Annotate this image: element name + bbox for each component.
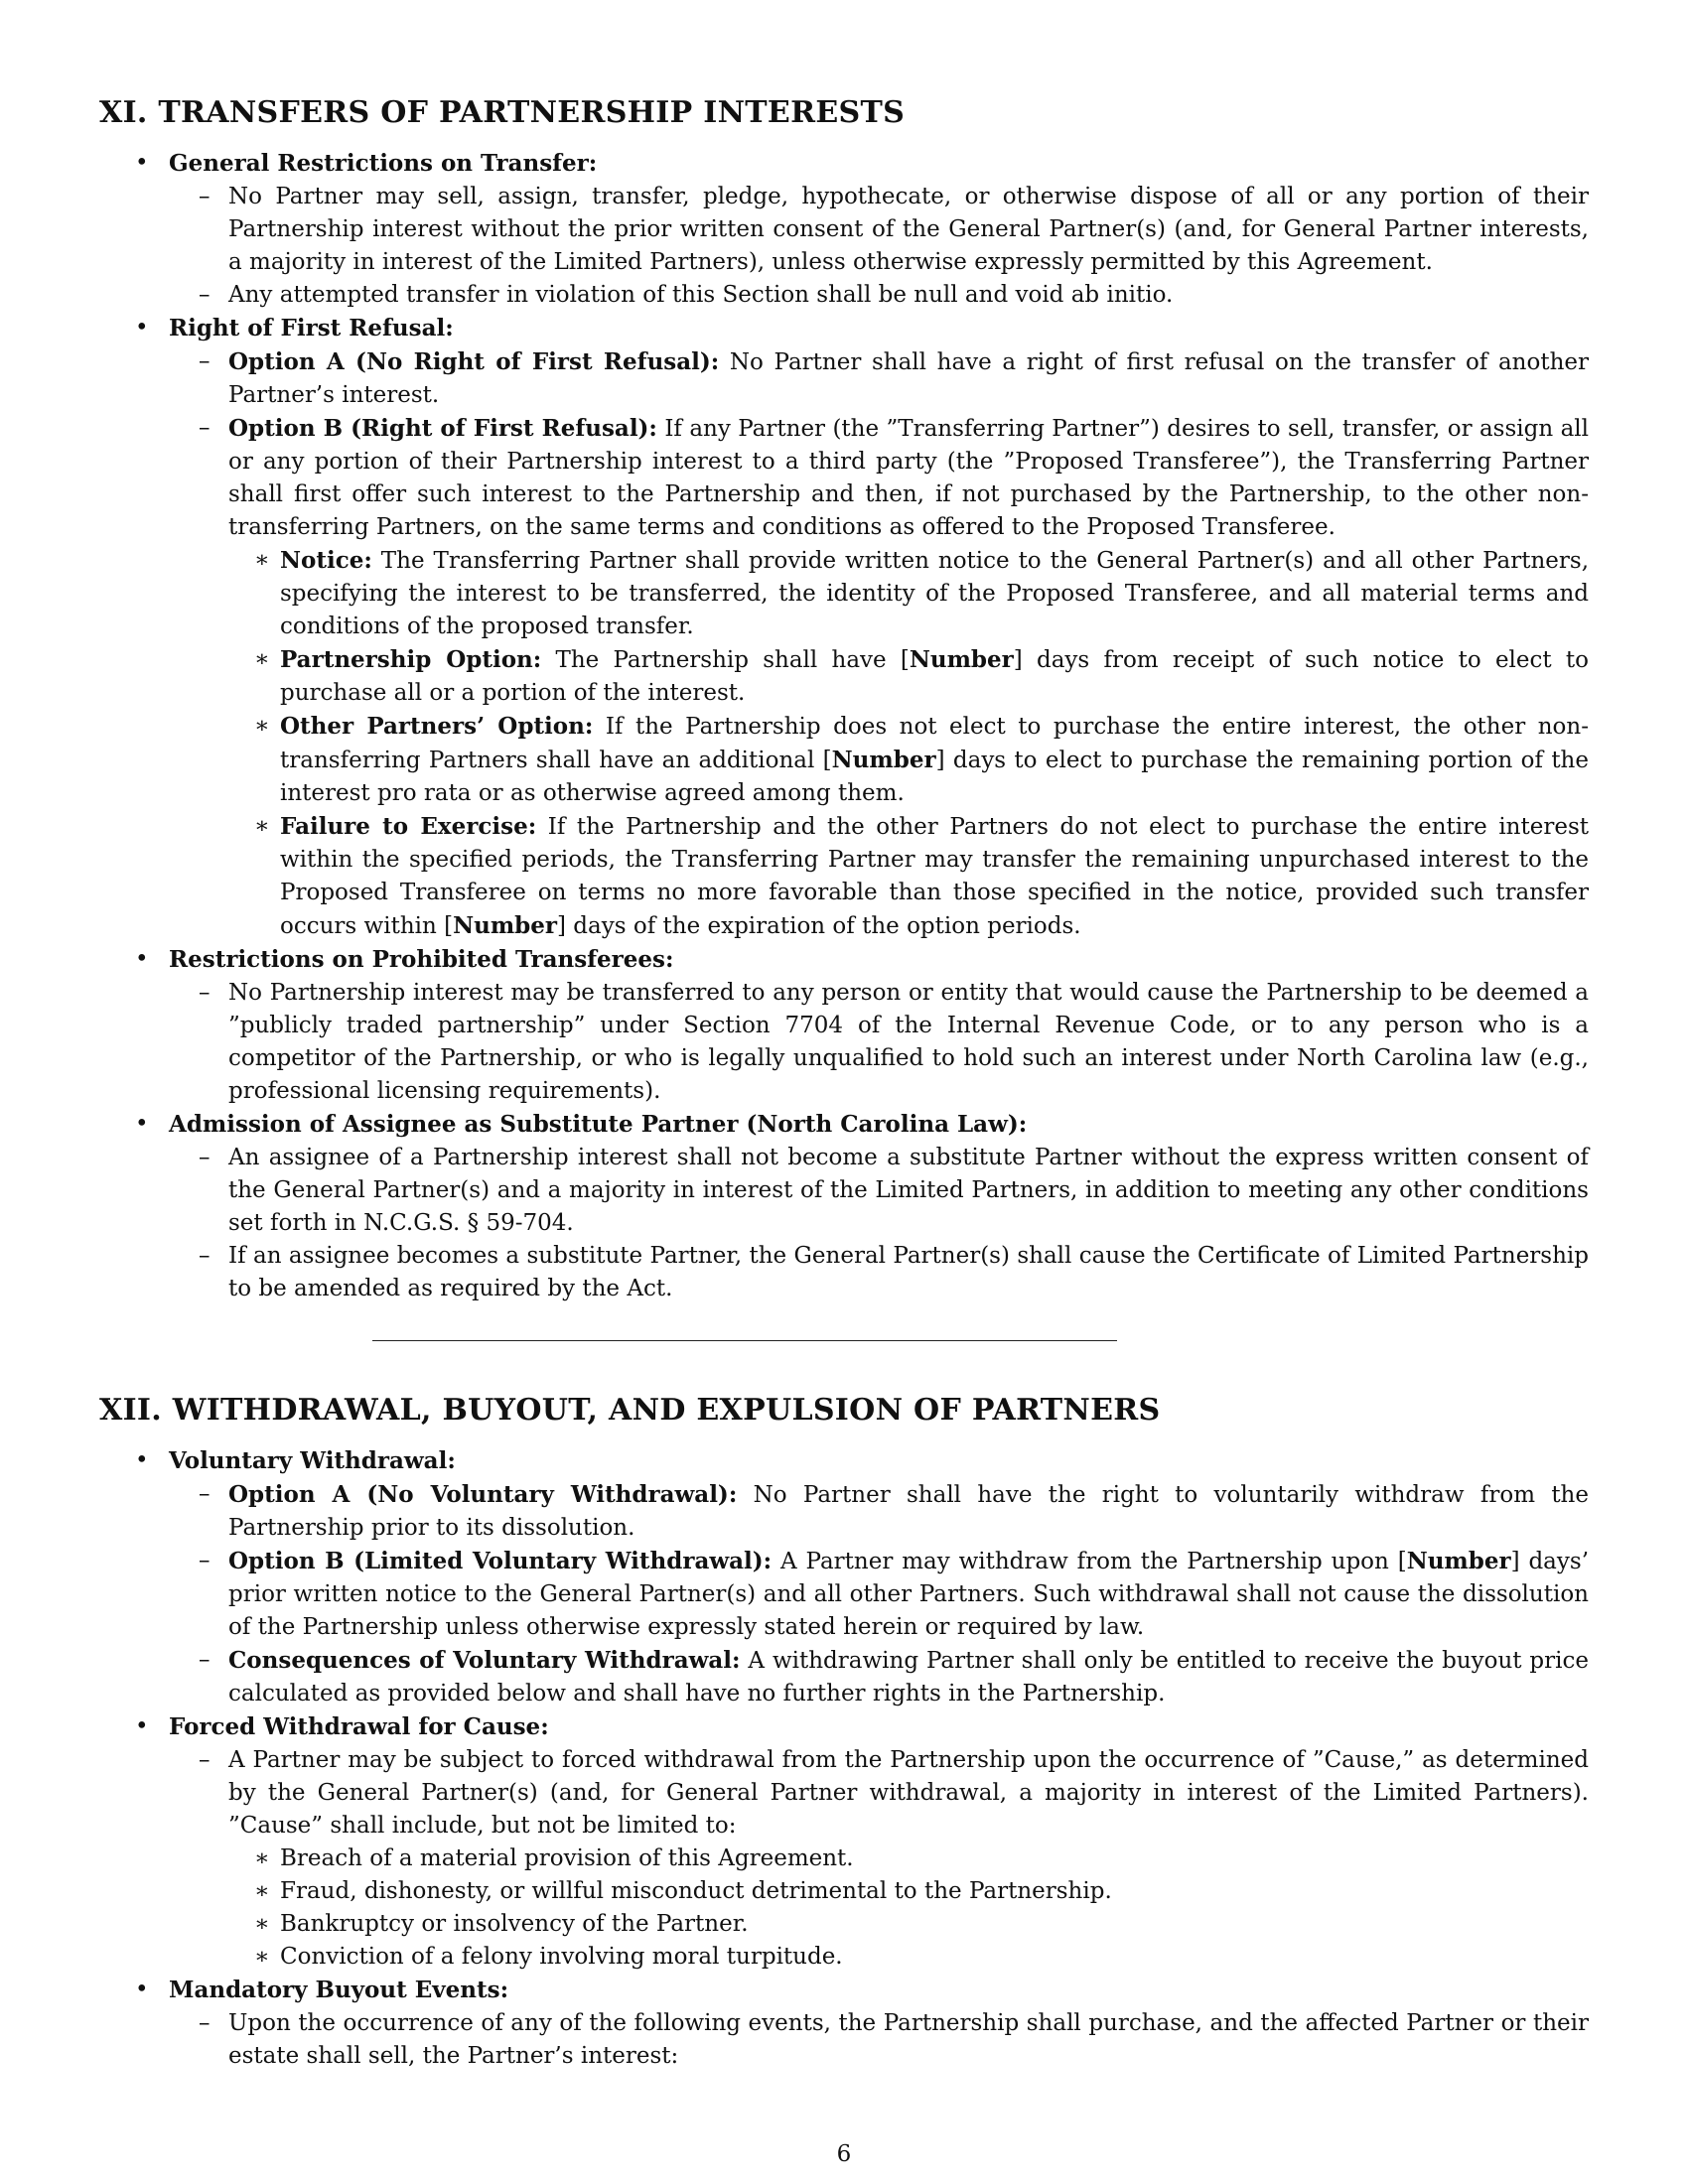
section-xi-title: XI. TRANSFERS OF PARTNERSHIP INTERESTS	[99, 95, 906, 130]
page-number: 6	[836, 2141, 852, 2167]
list-item: – No Partner may sell, assign, transfer, pledge, hypothecate, or otherwise dispose of all or any portion of their Partnership interest without the prior written consent of the General Partner(s) (and, for General Partner interests, a majority in interest of the Limited Partners), unless otherwise expressly permitted by this Agreement.	[169, 181, 1589, 279]
number-placeholder: Number	[909, 646, 1014, 673]
section-divider	[372, 1340, 1117, 1341]
list-item-voluntary-withdrawal	[99, 1444, 1589, 1710]
option-label: Consequences of Voluntary Withdrawal:	[228, 1647, 741, 1674]
number-placeholder: Number	[831, 747, 936, 773]
list-item: – If an assignee becomes a substitute Partner, the General Partner(s) shall cause the Certificate of Limited Partnership to be amended as required by the Act.	[169, 1240, 1589, 1305]
sub-item-label: Failure to Exercise:	[280, 813, 537, 840]
sub-item-notice	[228, 544, 1589, 643]
sub-item-partnership-option	[228, 643, 1589, 710]
sub-item-text: ] days of the expiration of the option periods.	[557, 913, 1081, 939]
option-label: Option A (No Right of First Refusal):	[228, 348, 720, 375]
sub-item-text: The Partnership shall have [	[541, 647, 910, 673]
list-item-withdrawal-consequences	[169, 1644, 1589, 1710]
list-item-withdrawal-option-a	[169, 1478, 1589, 1545]
option-text: If any Partner (the ”Transferring Partner”) desires to sell, transfer, or assign all or any portion of their Partnership interest to a third party (the ”Proposed Transferee”), the Transferring Partner shall first offer such interest to the Partnership and then, if not purchased by the Partnership, to the other non-transferring Partners, on the same terms and conditions as offered to the Proposed Transferee.	[228, 416, 1590, 540]
list-item: – Upon the occurrence of any of the following events, the Partnership shall purchase, and the affected Partner or their estate shall sell, the Partner’s interest:	[169, 2007, 1589, 2073]
list-item-forced-withdrawal	[99, 1710, 1589, 1974]
option-label: Option A (No Voluntary Withdrawal):	[228, 1481, 738, 1508]
cause-item: ∗ Conviction of a felony involving moral turpitude.	[228, 1941, 1589, 1974]
sub-item-label: Notice:	[280, 547, 372, 574]
sub-item-text: ] days from receipt of such notice to elect to purchase all or a portion of the interest.	[280, 647, 1589, 706]
sub-item-label: Partnership Option:	[280, 646, 542, 673]
number-placeholder: Number	[453, 912, 558, 939]
list-item-rofr-option-a	[169, 345, 1589, 412]
sub-item-text: The Transferring Partner shall provide written notice to the General Partner(s) and all other Partners, specifying the interest to be transferred, the identity of the Proposed Transferee, and all material terms and conditions of the proposed transfer.	[280, 548, 1589, 639]
list-item-right-of-first-refusal	[99, 312, 1589, 943]
cause-item: ∗ Bankruptcy or insolvency of the Partner.	[228, 1908, 1589, 1941]
option-label: Option B (Right of First Refusal):	[228, 415, 657, 442]
section-xii-body	[99, 1444, 1589, 2073]
option-text: No Partner shall have a right of first refusal on the transfer of another Partner’s interest.	[228, 349, 1589, 408]
option-text: A Partner may withdraw from the Partnership upon [	[772, 1549, 1407, 1574]
option-text: ] days’ prior written notice to the General Partner(s) and all other Partners. Such withdrawal shall not cause the dissolution of the Partnership unless otherwise expressly stated herein or required by law.	[228, 1549, 1589, 1640]
list-item: – An assignee of a Partnership interest shall not become a substitute Partner without the express written consent of the General Partner(s) and a majority in interest of the Limited Partners, in addition to meeting any other conditions set forth in N.C.G.S. § 59-704.	[169, 1142, 1589, 1240]
list-item-prohibited-transferees	[99, 943, 1589, 1108]
sub-item-text: If the Partnership and the other Partners do not elect to purchase the entire interest within the specified periods, the Transferring Partner may transfer the remaining unpurchased interest to the Proposed Transferee on terms no more favorable than those specified in the notice, provided such transfer occurs within [	[280, 814, 1589, 939]
list-item: – No Partnership interest may be transferred to any person or entity that would cause the Partnership to be deemed a ”publicly traded partnership” under Section 7704 of the Internal Revenue Code, or to any person who is a competitor of the Partnership, or who is legally unqualified to hold such an interest under North Carolina law (e.g., professional licensing requirements).	[169, 977, 1589, 1108]
forced-heading: Forced Withdrawal for Cause:	[169, 1713, 549, 1740]
section-xi-body	[99, 147, 1589, 1305]
rofr-heading: Right of First Refusal:	[169, 315, 454, 341]
list-item	[169, 1744, 1589, 1974]
list-item-mandatory-buyout	[99, 1974, 1589, 2073]
list-item-text: A Partner may be subject to forced withdrawal from the Partnership upon the occurrence of ”Cause,” as determined by the General Partner(s) (and, for General Partner withdrawal, a majority in interest of the Limited Partners). ”Cause” shall include, but not be limited to:	[228, 1747, 1589, 1839]
cause-item: ∗ Breach of a material provision of this Agreement.	[228, 1843, 1589, 1875]
cause-item: ∗ Fraud, dishonesty, or willful misconduct detrimental to the Partnership.	[228, 1875, 1589, 1908]
section-xii-title: XII. WITHDRAWAL, BUYOUT, AND EXPULSION OF PARTNERS	[99, 1393, 1161, 1428]
list-item-rofr-option-b	[169, 412, 1589, 943]
list-item: – Any attempted transfer in violation of this Section shall be null and void ab initio.	[169, 279, 1589, 312]
mandatory-heading: Mandatory Buyout Events:	[169, 1977, 509, 2003]
sub-item-failure-to-exercise	[228, 810, 1589, 943]
option-text: No Partner shall have the right to voluntarily withdraw from the Partnership prior to its dissolution.	[228, 1482, 1589, 1541]
list-item-withdrawal-option-b	[169, 1545, 1589, 1644]
sub-item-text: ] days to elect to purchase the remaining portion of the interest pro rata or as otherwise agreed among them.	[280, 748, 1589, 806]
option-label: Option B (Limited Voluntary Withdrawal):	[228, 1548, 773, 1574]
general-restrictions-heading: General Restrictions on Transfer:	[169, 150, 598, 177]
sub-item-label: Other Partners’ Option:	[280, 713, 594, 740]
option-text: A withdrawing Partner shall only be entitled to receive the buyout price calculated as provided below and shall have no further rights in the Partnership.	[228, 1648, 1589, 1706]
voluntary-heading: Voluntary Withdrawal:	[169, 1447, 456, 1474]
admission-heading: Admission of Assignee as Substitute Partner (North Carolina Law):	[169, 1111, 1028, 1138]
list-item-admission-of-assignee	[99, 1108, 1589, 1305]
sub-item-text: If the Partnership does not elect to purchase the entire interest, the other non-transferring Partners shall have an additional [	[280, 714, 1589, 773]
number-placeholder: Number	[1406, 1548, 1511, 1574]
prohibited-heading: Restrictions on Prohibited Transferees:	[169, 946, 674, 973]
list-item-general-restrictions	[99, 147, 1589, 312]
sub-item-other-partners-option	[228, 710, 1589, 810]
